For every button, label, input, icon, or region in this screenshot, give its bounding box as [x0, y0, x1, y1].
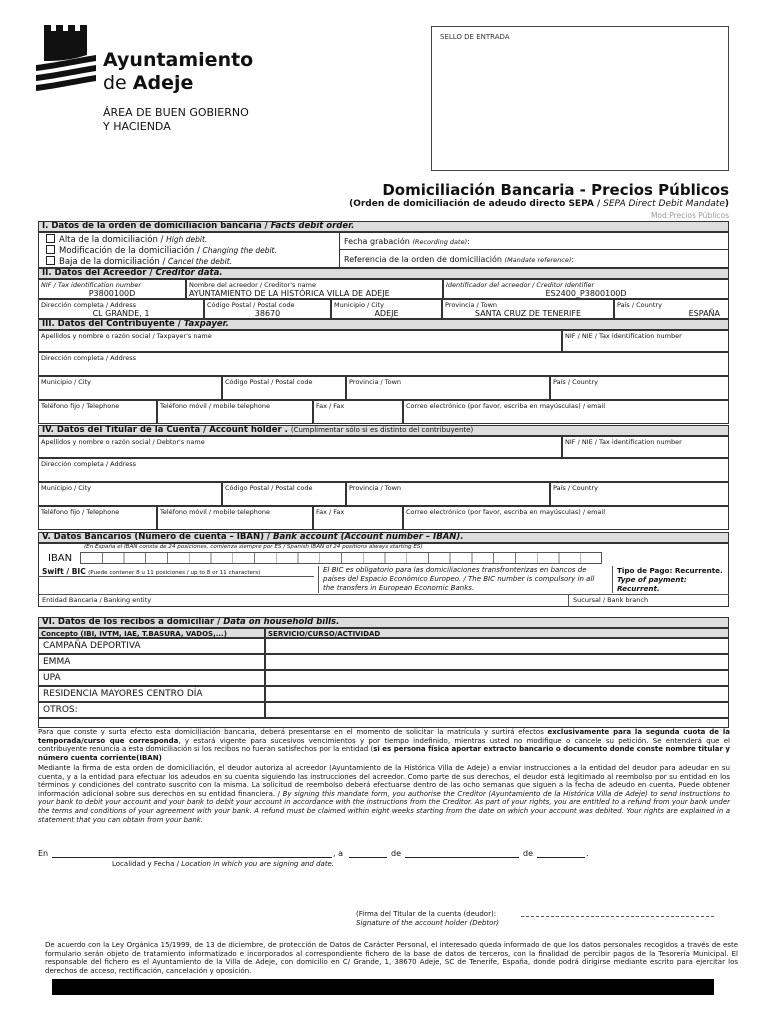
legal-p2-text: Mediante la firma de esta orden de domiciliación, el deudor autoriza al acreedor (Ayuntamiento de la Histórica Villa de Adeje) a enviar instrucciones a la entidad del deudor para adeudar en su cuenta, y a la entidad para efectuar los adeudos en su cuenta siguiendo las instrucciones del acreedor. Como parte de sus derechos, el deudor está legitimado al reembolso por su entidad en los términos y condiciones del contrato suscrito con la misma. La solicitud de reembolso deberá efectuarse dentro de las ocho semanas que siguen a la fecha de adeudo en cuenta. Puede obtener información adicional sobre sus derechos en su entidad financiera. / — [38, 764, 730, 798]
taxpayer-postal-field[interactable] — [222, 376, 346, 400]
legal-p1-bold-2: si es persona física aportar extracto bancario o documento donde conste nombre titular y número cuenta corriente(IBAN) — [38, 745, 730, 762]
modificacion-checkbox[interactable] — [46, 245, 55, 254]
section-6-title-en: Data on household bills. — [223, 617, 340, 627]
taxpayer-city-label: Municipio / City — [41, 378, 92, 386]
footer-black-bar — [52, 979, 714, 995]
data-protection-notice: De acuerdo con la Ley Orgánica 15/1999, de 13 de diciembre, de protección de Datos de Carácter Personal, el interesado queda informado de que los datos personales recogidos a través de este formulario serán objeto de tratamiento informatizado e incorporados al correspondiente fichero de la base de datos de terceros, con la finalidad de percibir pagos de la Tesorería Municipal. El responsable del fichero es el Ayuntamiento de la Villa de Adeje, con domicilio en C/ Grande, 1, 38670 Adeje, SC de Tenerife, España, donde podrá dirigirse mediante escrito para ejercitar los derechos de acceso, rectificación, cancelación y oposición. — [45, 941, 738, 976]
bic-notice: El BIC es obligatorio para las domiciliaciones transfronterizas en bancos de países del Espacio Económico Europeo. / The BIC number is compulsory in all the transfers in European Economic Banks. — [318, 566, 606, 593]
section-4-title: IV. Datos del Titular de la Cuenta / Account holder . — [42, 425, 288, 435]
org-name-line1: Ayuntamiento — [103, 49, 254, 71]
bill-concept-row[interactable] — [38, 686, 265, 702]
stamp-label: SELLO DE ENTRADA — [440, 33, 510, 41]
en-label: En — [38, 849, 49, 858]
holder-fax-field[interactable] — [313, 506, 403, 530]
year-input[interactable] — [537, 857, 585, 858]
section-5-header — [38, 532, 729, 543]
taxpayer-phone-field[interactable] — [38, 400, 157, 424]
creditor-name-label: Nombre del acreedor / Creditor's name — [189, 281, 316, 289]
bill-service-input[interactable] — [265, 654, 729, 670]
legal-p1-text-2: , y estará vigente para sucesivos vencimientos y por tiempo indefinido, mientras usted no modifique o cancele su petición. Se entenderá que el contribuyente renuncia a esta domiciliación si los recibos no fueran satisfechos por la entidad ( — [38, 736, 730, 754]
section-5-title-en: Bank account (Account number – IBAN). — [272, 532, 464, 542]
taxpayer-fax-label: Fax / Fax — [316, 402, 345, 410]
section-2-header — [38, 268, 729, 279]
creditor-city-value: ADEJE — [374, 309, 399, 318]
end-dot: . — [586, 849, 589, 858]
bill-concept-label: EMMA — [43, 657, 71, 667]
bill-concept-label: CAMPAÑA DEPORTIVA — [43, 641, 141, 651]
taxpayer-address-label: Dirección completa / Address — [41, 354, 137, 362]
recording-date-label: Fecha grabación — [344, 237, 410, 246]
holder-city-label: Municipio / City — [41, 484, 92, 492]
banking-entity-label: Entidad Bancaria / Banking entity — [42, 596, 152, 604]
section-1-hline — [339, 249, 729, 250]
subtitle-italic: SEPA Direct Debit Mandate — [603, 199, 725, 209]
taxpayer-fax-field[interactable] — [313, 400, 403, 424]
section-1-header — [38, 221, 729, 232]
creditor-nif-value: P3800100D — [88, 289, 136, 298]
holder-address-label: Dirección completa / Address — [41, 460, 137, 468]
bill-concept-row[interactable] — [38, 670, 265, 686]
alta-checkbox[interactable] — [46, 234, 55, 243]
creditor-name-cell — [186, 279, 443, 299]
bank-vline — [568, 594, 569, 607]
bill-concept-label: RESIDENCIA MAYORES CENTRO DÍA — [43, 689, 203, 699]
model-label: Mod:Precios Públicos — [650, 211, 729, 220]
swift-label: Swift / BIC — [42, 567, 86, 576]
creditor-id-label: Identificador del acreedor / Creditor Identifier — [446, 281, 595, 289]
section-1-divider — [339, 232, 340, 268]
taxpayer-nif-field[interactable] — [562, 330, 729, 352]
service-column-header — [265, 628, 729, 638]
bill-service-input[interactable] — [265, 702, 729, 718]
signature-label: (Firma del Titular de la cuenta (deudor): — [356, 910, 497, 918]
creditor-address-value: CL GRANDE, 1 — [92, 309, 150, 318]
taxpayer-email-label: Correo electrónico (por favor, escriba en mayúsculas) / email — [406, 402, 606, 410]
page-subtitle — [349, 199, 729, 210]
holder-province-label: Provincia / Town — [349, 484, 402, 492]
legal-paragraph-1 — [38, 728, 730, 762]
bill-concept-row[interactable] — [38, 702, 265, 718]
taxpayer-name-field[interactable] — [38, 330, 562, 352]
swift-bic-label — [42, 567, 260, 576]
recording-date-label-en: (Recording date) — [412, 238, 468, 246]
modificacion-label: Modificación de la domiciliación / — [59, 246, 200, 256]
holder-phone-field[interactable] — [38, 506, 157, 530]
legal-p1-text: Para que conste y surta efecto esta domiciliación bancaria, deberá presentarse en el momento de solicitar la matrícula y surtirá efectos — [38, 728, 548, 736]
legal-p1-bold: exclusivamente para la segunda cuota de la temporada/curso que corresponda — [38, 728, 731, 745]
swift-input[interactable] — [38, 576, 314, 594]
month-input[interactable] — [405, 857, 519, 858]
page-title: Domiciliación Bancaria - Precios Públicos — [382, 181, 729, 199]
taxpayer-phone-label: Teléfono fijo / Telephone — [41, 402, 120, 410]
taxpayer-nif-label: NIF / NIE / Tax identification number — [565, 332, 682, 340]
subtitle-bold: (Orden de domiciliación de adeudo directo SEPA / — [349, 199, 601, 209]
creditor-province-value: SANTA CRUZ DE TENERIFE — [474, 309, 582, 318]
taxpayer-city-field[interactable] — [38, 376, 222, 400]
alta-label: Alta de la domiciliación / — [59, 235, 164, 245]
section-1-title: I. Datos de la orden de domiciliación bancaria / — [42, 221, 268, 231]
baja-label-en: Cancel the debit. — [168, 257, 233, 266]
holder-email-label: Correo electrónico (por favor, escriba en mayúsculas) / email — [406, 508, 606, 516]
recording-date-field[interactable] — [344, 237, 470, 246]
taxpayer-province-field[interactable] — [346, 376, 550, 400]
creditor-name-value: AYUNTAMIENTO DE LA HISTÓRICA VILLA DE ADEJE — [189, 289, 390, 298]
creditor-country-label: País / Country — [617, 301, 662, 309]
creditor-id-cell — [443, 279, 729, 299]
payment-type — [612, 566, 727, 593]
legal-paragraph-2 — [38, 764, 730, 824]
org-name-line2 — [103, 72, 193, 94]
holder-province-field[interactable] — [346, 482, 550, 506]
mandate-reference-colon: : — [571, 255, 575, 264]
creditor-country-cell — [614, 299, 729, 319]
bill-extra-row[interactable] — [38, 718, 729, 728]
creditor-city-cell — [331, 299, 442, 319]
holder-nif-field[interactable] — [562, 436, 729, 458]
banking-entity-input[interactable] — [38, 595, 568, 607]
creditor-postal-label: Código Postal / Postal code — [207, 301, 295, 309]
section-3-title: III. Datos del Contribuyente / — [42, 319, 181, 329]
section-6-title: VI. Datos de los recibos a domiciliar / — [42, 617, 221, 627]
place-date-label-en: Location in which you are signing and date. — [181, 860, 335, 868]
taxpayer-email-field[interactable] — [403, 400, 729, 424]
swift-note: (Puede contener 8 u 11 posiciones / up to 8 or 11 characters) — [88, 570, 261, 576]
section-4-header — [38, 425, 729, 436]
creditor-address-cell — [38, 299, 204, 319]
taxpayer-mobile-field[interactable] — [157, 400, 313, 424]
mandate-reference-label: Referencia de la orden de domiciliación — [344, 255, 502, 264]
entry-stamp-box[interactable] — [431, 26, 729, 171]
bill-service-input[interactable] — [265, 686, 729, 702]
bill-concept-label: OTROS: — [43, 705, 78, 715]
mandate-reference-field[interactable] — [344, 255, 574, 264]
taxpayer-country-field[interactable] — [550, 376, 729, 400]
creditor-id-value: ES2400_P3800100D — [545, 289, 627, 298]
org-city: Adeje — [132, 72, 194, 94]
bill-concept-label: UPA — [43, 673, 61, 683]
creditor-province-label: Provincia / Town — [445, 301, 498, 309]
taxpayer-mobile-label: Teléfono móvil / mobile telephone — [160, 402, 270, 410]
creditor-country-value: ESPAÑA — [688, 309, 720, 318]
holder-nif-label: NIF / NIE / Tax identification number — [565, 438, 682, 446]
creditor-postal-value: 38670 — [254, 309, 281, 318]
holder-postal-field[interactable] — [222, 482, 346, 506]
taxpayer-address-field[interactable] — [38, 352, 729, 376]
iban-note: (En España el IBAN consta de 24 posiciones, comienza siempre por ES / Spanish IBAN of 24 positions always starting ES) — [84, 544, 423, 550]
holder-mobile-label: Teléfono móvil / mobile telephone — [160, 508, 270, 516]
payment-type-label: Tipo de Pago: Recurrente. — [617, 566, 723, 575]
org-prefix: de — [103, 72, 127, 94]
holder-email-field[interactable] — [403, 506, 729, 530]
area-line1: ÁREA DE BUEN GOBIERNO — [103, 106, 249, 119]
section-5-title: V. Datos Bancarios (Número de cuenta – IBAN) / — [42, 532, 271, 542]
holder-fax-label: Fax / Fax — [316, 508, 345, 516]
iban-label: IBAN — [48, 553, 73, 564]
holder-city-field[interactable] — [38, 482, 222, 506]
holder-name-label: Apellidos y nombre o razón social / Debtor's name — [41, 438, 205, 446]
place-date-label: Localidad y Fecha / — [112, 860, 179, 868]
section-2-title-en: Creditor data. — [155, 268, 223, 278]
section-2-title: II. Datos del Acreedor / — [42, 268, 153, 278]
holder-name-field[interactable] — [38, 436, 562, 458]
creditor-province-cell — [442, 299, 614, 319]
baja-checkbox[interactable] — [46, 256, 55, 265]
taxpayer-name-label: Apellidos y nombre o razón social / Taxpayer's name — [41, 332, 212, 340]
a-label: , a — [333, 849, 343, 858]
area-line2: Y HACIENDA — [103, 120, 171, 133]
section-3-header — [38, 319, 729, 330]
option-baja[interactable] — [46, 256, 232, 268]
signature-label-en: Signature of the account holder (Debtor) — [356, 919, 499, 927]
recording-date-colon: : — [467, 237, 470, 246]
bill-concept-row[interactable] — [38, 654, 265, 670]
section-4-note: (Cumplimentar sólo si es distinto del contribuyente) — [290, 426, 474, 434]
legal-p2-text-en: By signing this mandate form, you authorise the Creditor (Ayuntamiento de la Histórica Villa de Adeje) to send instructions to your bank to debit your account and your bank to debit your account in accordance with the instructions from the Creditor. As part of your rights, you are entitled to a refund from your bank under the terms and conditions of your agreement with your bank. A refund must be claimed within eight weeks starting from the date on which your account was debited. Your rights are explained in a statement that you can obtain from your bank. — [38, 789, 731, 824]
iban-input[interactable] — [80, 552, 602, 564]
payment-type-label-en: Type of payment: Recurrent. — [617, 575, 687, 593]
tower-logo-icon — [36, 25, 96, 97]
creditor-nif-label: NIF / Tax identification number — [41, 281, 142, 289]
location-input[interactable] — [52, 857, 332, 858]
concept-column-label: Concepto (IBI, IVTM, IAE, T.BASURA, VADOS,...) — [41, 630, 227, 638]
creditor-city-label: Municipio / City — [334, 301, 385, 309]
place-date-caption — [112, 860, 334, 868]
holder-country-label: País / Country — [553, 484, 598, 492]
alta-label-en: High debit. — [166, 235, 208, 244]
creditor-address-label: Dirección completa / Address — [41, 301, 137, 309]
de-label-2: de — [523, 849, 533, 858]
bill-concept-row[interactable] — [38, 638, 265, 654]
section-1-title-en: Facts debit order. — [270, 221, 355, 231]
baja-label: Baja de la domiciliación / — [59, 257, 166, 267]
modificacion-label-en: Changing the debit. — [202, 246, 277, 255]
signature-caption — [356, 910, 499, 928]
holder-country-field[interactable] — [550, 482, 729, 506]
bill-service-input[interactable] — [265, 670, 729, 686]
taxpayer-country-label: País / Country — [553, 378, 598, 386]
subtitle-close: ) — [724, 199, 729, 209]
taxpayer-province-label: Provincia / Town — [349, 378, 402, 386]
holder-mobile-field[interactable] — [157, 506, 313, 530]
creditor-nif-cell — [38, 279, 186, 299]
taxpayer-postal-label: Código Postal / Postal code — [225, 378, 313, 386]
de-label-1: de — [391, 849, 401, 858]
holder-phone-label: Teléfono fijo / Telephone — [41, 508, 120, 516]
bank-branch-label: Sucursal / Bank branch — [573, 596, 649, 604]
holder-postal-label: Código Postal / Postal code — [225, 484, 313, 492]
signature-input[interactable] — [521, 916, 714, 917]
bill-service-input[interactable] — [265, 638, 729, 654]
section-3-title-en: Taxpayer. — [183, 319, 229, 329]
service-column-label: SERVICIO/CURSO/ACTIVIDAD — [268, 630, 381, 638]
logo — [36, 25, 96, 97]
holder-address-field[interactable] — [38, 458, 729, 482]
creditor-postal-cell — [204, 299, 331, 319]
section-6-header — [38, 617, 729, 628]
concept-column-header — [38, 628, 265, 638]
day-input[interactable] — [349, 857, 387, 858]
mandate-reference-label-en: (Mandate reference) — [504, 256, 572, 264]
